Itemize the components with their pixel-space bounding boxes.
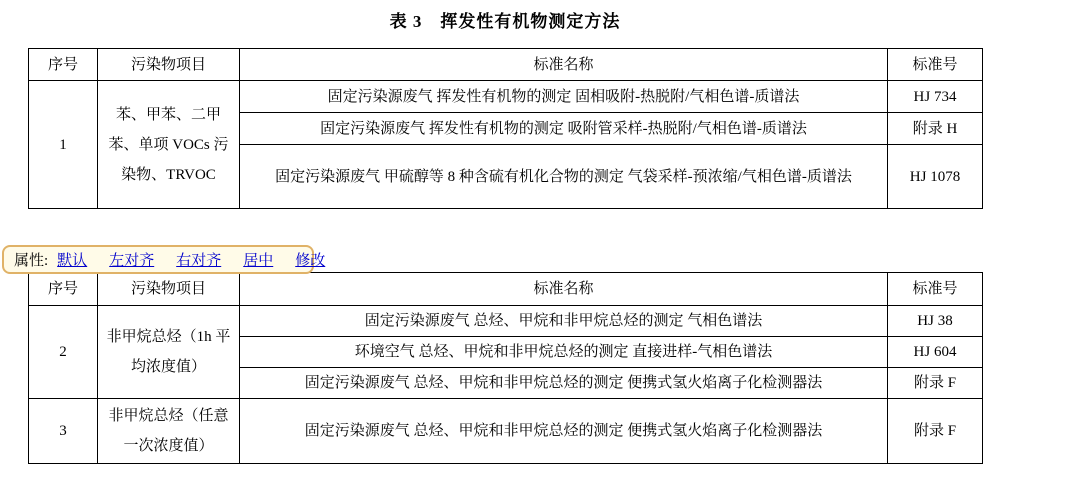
standard-no-cell: HJ 38 bbox=[888, 306, 983, 337]
standard-name-cell: 固定污染源废气 挥发性有机物的测定 吸附管采样-热脱附/气相色谱-质谱法 bbox=[240, 113, 888, 145]
standard-no-cell: 附录 F bbox=[888, 368, 983, 399]
header-cell: 标准名称 bbox=[240, 49, 888, 81]
voc-methods-table-1 bbox=[28, 48, 983, 209]
header-row bbox=[29, 273, 983, 306]
popup-link-center[interactable]: 居中 bbox=[243, 253, 274, 269]
table-row bbox=[29, 306, 983, 337]
seq-cell: 1 bbox=[29, 81, 98, 209]
voc-methods-table-2 bbox=[28, 272, 983, 464]
header-cell: 污染物项目 bbox=[98, 49, 240, 81]
popup-link-align-left[interactable]: 左对齐 bbox=[109, 253, 155, 269]
header-row bbox=[29, 49, 983, 81]
header-cell: 标准号 bbox=[888, 273, 983, 306]
standard-name-cell: 固定污染源废气 总烃、甲烷和非甲烷总烃的测定 便携式氢火焰离子化检测器法 bbox=[240, 399, 888, 464]
seq-cell: 2 bbox=[29, 306, 98, 399]
standard-name-cell: 固定污染源废气 甲硫醇等 8 种含硫有机化合物的测定 气袋采样-预浓缩/气相色谱-质谱法 bbox=[240, 145, 888, 209]
standard-no-cell: HJ 734 bbox=[888, 81, 983, 113]
header-cell: 污染物项目 bbox=[98, 273, 240, 306]
standard-no-cell: 附录 H bbox=[888, 113, 983, 145]
standard-name-cell: 环境空气 总烃、甲烷和非甲烷总烃的测定 直接进样-气相色谱法 bbox=[240, 337, 888, 368]
header-cell: 序号 bbox=[29, 273, 98, 306]
header-cell: 序号 bbox=[29, 49, 98, 81]
table-row bbox=[29, 399, 983, 464]
standard-name-cell: 固定污染源废气 总烃、甲烷和非甲烷总烃的测定 便携式氢火焰离子化检测器法 bbox=[240, 368, 888, 399]
table-row bbox=[29, 81, 983, 113]
page-title: 表 3 挥发性有机物测定方法 bbox=[389, 12, 621, 31]
properties-popup bbox=[2, 245, 326, 274]
header-cell: 标准名称 bbox=[240, 273, 888, 306]
pollutant-cell: 苯、甲苯、二甲苯、单项 VOCs 污染物、TRVOC bbox=[98, 81, 240, 209]
standard-name-cell: 固定污染源废气 挥发性有机物的测定 固相吸附-热脱附/气相色谱-质谱法 bbox=[240, 81, 888, 113]
seq-cell: 3 bbox=[29, 399, 98, 464]
standard-no-cell: 附录 F bbox=[888, 399, 983, 464]
header-cell: 标准号 bbox=[888, 49, 983, 81]
standard-no-cell: HJ 1078 bbox=[888, 145, 983, 209]
popup-link-default[interactable]: 默认 bbox=[57, 253, 88, 269]
standard-no-cell: HJ 604 bbox=[888, 337, 983, 368]
pollutant-cell: 非甲烷总烃（任意一次浓度值） bbox=[98, 399, 240, 464]
popup-link-modify[interactable]: 修改 bbox=[295, 253, 326, 269]
pollutant-cell: 非甲烷总烃（1h 平均浓度值） bbox=[98, 306, 240, 399]
popup-label: 属性: bbox=[14, 253, 49, 269]
standard-name-cell: 固定污染源废气 总烃、甲烷和非甲烷总烃的测定 气相色谱法 bbox=[240, 306, 888, 337]
popup-link-align-right[interactable]: 右对齐 bbox=[176, 253, 222, 269]
